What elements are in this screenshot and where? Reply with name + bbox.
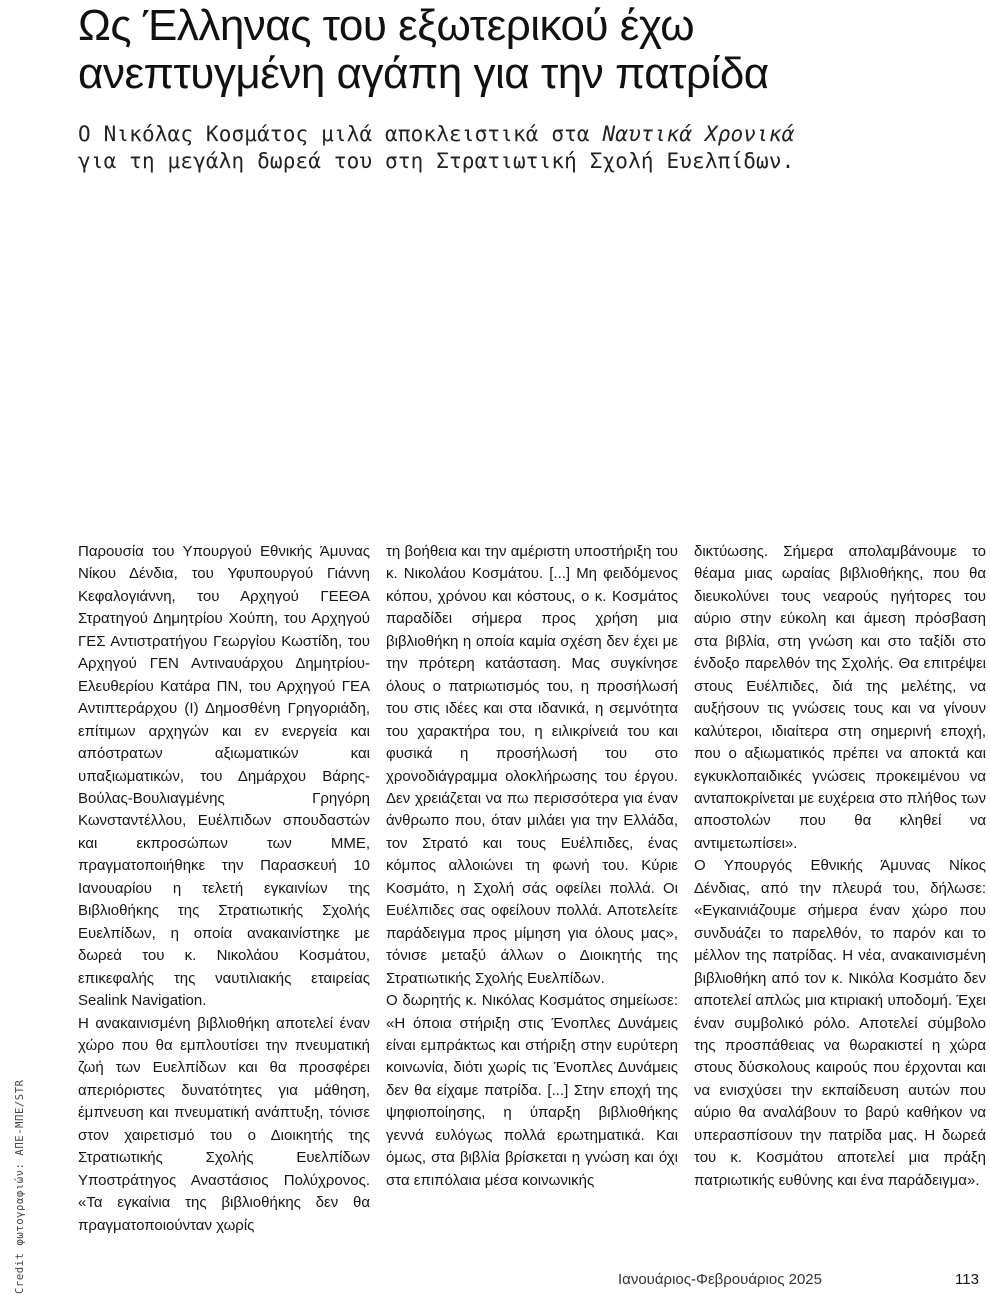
standfirst-text: Ο Νικόλας Κοσμάτος μιλά αποκλειστικά στα — [78, 122, 603, 146]
article-headline — [78, 2, 958, 99]
photo-credit: Credit φωτογραφιών: ΑΠΕ-ΜΠΕ/STR — [14, 1079, 26, 1294]
paragraph: Ο Υπουργός Εθνικής Άμυνας Νίκος Δένδιας, από την πλευρά του, δήλωσε: «Εγκαινιάζουμε σήμερα έναν χώρο που συνδυάζει το παρελθόν, το παρόν και το μέλλον της πατρίδας. Η νέα, ανακαινισμένη βιβλιοθήκη από τον κ. Νικόλα Κοσμάτο δεν αποτελεί απλώς μια κτιριακή υποδομή. Έχει έναν συμβολικό ρόλο. Αποτελεί σύμβολο της προσπάθειας να θωρακιστεί η χώρα στους δύσκολους καιρούς που έρχονται και να ενισχύσει την εκπαίδευση αυτών που αύριο θα αναλάβουν το βαρύ καθήκον να υπερασπίσουν την πατρίδα μας. Η δωρεά του κ. Κοσμάτου αποτελεί μια πράξη πατριωτικής ευθύνης και ένα παράδειγμα». — [694, 857, 986, 1189]
standfirst-line-2: για τη μεγάλη δωρεά του στη Στρατιωτική Σχολή Ευελπίδων. — [78, 149, 795, 173]
paragraph: τη βοήθεια και την αμέριστη υποστήριξη του κ. Νικολάου Κοσμάτου. [...] Μη φειδόμενος κόπου, χρόνου και κόστους, ο κ. Κοσμάτος παραδίδει σήμερα προς χρήση μια βιβλιοθήκη η οποία καμία σχέση δεν έχει με την πρότερη κατάσταση. Μας συγκίνησε όλους ο πατριωτισμός του, η προσήλωσή του στις ιδέες και στα ιδανικά, η σεμνότητα του χαρακτήρα του, η ειλικρίνειά του και φυσικά η προσήλωσή του στο χρονοδιάγραμμα ολοκλήρωσης του έργου. Δεν χρειάζεται να πω περισσότερα για έναν άνθρωπο που, όταν μιλάει για την Ελλάδα, τον Στρατό και τους Ευέλπιδες, ένας κόμπος αλλοιώνει τη φωνή του. Κύριε Κοσμάτο, η Σχολή σάς οφείλει πολλά. Οι Ευέλπιδες σας οφείλουν πολλά. Αποτελείτε παράδειγμα προς μίμηση για όλους μας», τόνισε μεταξύ άλλων ο Διοικητής της Στρατιωτικής Σχολής Ευελπίδων. — [386, 543, 678, 987]
article-standfirst — [78, 121, 958, 175]
paragraph: Ο δωρητής κ. Νικόλας Κοσμάτος σημείωσε: «Η όποια στήριξη στις Ένοπλες Δυνάμεις είναι εμπράκτως και στήριξη στην ευρύτερη κοινωνία, διότι χωρίς τις Ένοπλες Δυνάμεις δεν θα είχαμε πατρίδα. [...] Στην εποχή της ψηφιοποίησης, η ύπαρξη βιβλιοθήκης γεννά ευλόγως πολλά ερωτηματικά. Και όμως, στα βιβλία βρίσκεται η γνώση και όχι στα επιπόλαια μέσα κοινωνικής — [386, 992, 678, 1189]
article-column-1 — [78, 541, 370, 1237]
paragraph: Παρουσία του Υπουργού Εθνικής Άμυνας Νίκου Δένδια, του Υφυπουργού Γιάννη Κεφαλογιάννη, του Αρχηγού ΓΕΕΘΑ Στρατηγού Δημητρίου Χούπη, του Αρχηγού ΓΕΣ Αντιστρατήγου Γεωργίου Κωστίδη, του Αρχηγού ΓΕΝ Αντιναυάρχου Δημητρίου-Ελευθερίου Κατάρα ΠΝ, του Αρχηγού ΓΕΑ Αντιπτεράρχου (Ι) Δημοσθένη Γρηγοριάδη, επίτιμων αρχηγών και εν ενεργεία και απόστρατων αξιωματικών και υπαξιωματικών, του Δημάρχου Βάρης-Βούλας-Βουλιαγμένης Γρηγόρη Κωνσταντέλλου, Ευέλπιδων σπουδαστών και εκπροσώπων των ΜΜΕ, πραγματοποιήθηκε την Παρασκευή 10 Ιανουαρίου η τελετή εγκαινίων της Βιβλιοθήκης της Στρατιωτικής Σχολής Ευελπίδων, η οποία ανακαινίστηκε με δωρεά του κ. Νικολάου Κοσμάτου, επικεφαλής της ναυτιλιακής εταιρείας Sealink Navigation. — [78, 543, 370, 1010]
headline-line-2: ανεπτυγμένη αγάπη για την πατρίδα — [78, 49, 769, 99]
article-column-2 — [386, 541, 678, 1192]
paragraph: δικτύωσης. Σήμερα απολαμβάνουμε το θέαμα μιας ωραίας βιβλιοθήκης, που θα διευκολύνει τους νεαρούς ηγήτορες του αύριο στην εύκολη και άμεση πρόσβαση στα βιβλία, στη γνώση και στο ταξίδι στο ένδοξο παρελθόν της Σχολής. Θα επιτρέψει στους Ευέλπιδες, διά της μελέτης, να αυξήσουν τις γνώσεις τους και να γίνουν καλύτεροι, ιδιαίτερα στη σημερινή εποχή, που ο αξιωματικός πρέπει να αποκτά και εγκυκλοπαιδικές γνώσεις προκειμένου να ανταποκρίνεται με ευχέρεια στο πλήθος των αποστολών που θα κληθεί να αντιμετωπίσει». — [694, 543, 986, 852]
publication-name: Ναυτικά Χρονικά — [602, 122, 795, 146]
paragraph: Η ανακαινισμένη βιβλιοθήκη αποτελεί έναν χώρο που θα εμπλουτίσει την πνευματική ζωή των Ευελπίδων και θα προσφέρει απεριόριστες δυνατότητες για μάθηση, έμπνευση και πνευματική ανάπτυξη, τόνισε στον χαιρετισμό του ο Διοικητής της Στρατιωτικής Σχολής Ευελπίδων Υποστράτηγος Αναστάσιος Πολύχρονος. «Τα εγκαίνια της βιβλιοθήκης δεν θα πραγματοποιούνταν χωρίς — [78, 1014, 370, 1234]
standfirst-line-1 — [78, 121, 958, 148]
article-column-3 — [694, 541, 986, 1192]
headline-line-1: Ως Έλληνας του εξωτερικού έχω — [78, 1, 695, 50]
page-number: 113 — [955, 1271, 979, 1288]
footer-issue-date: Ιανουάριος-Φεβρουάριος 2025 — [618, 1271, 822, 1288]
